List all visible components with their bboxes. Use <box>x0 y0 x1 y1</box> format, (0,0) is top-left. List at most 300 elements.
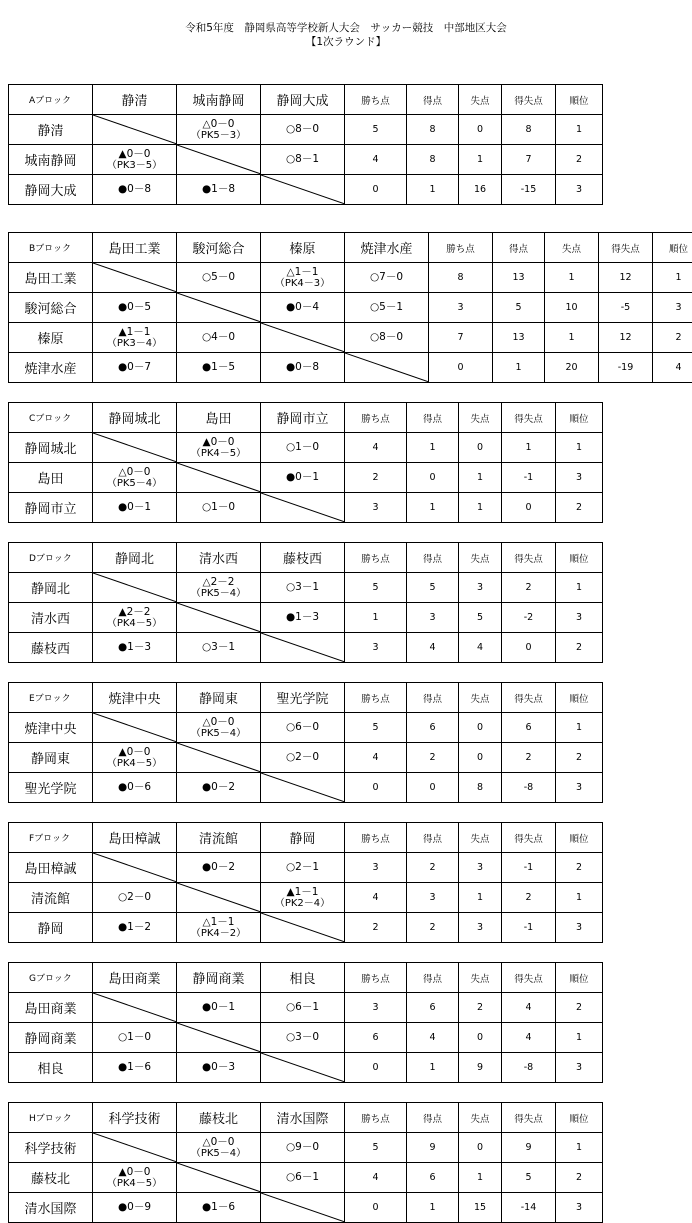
match-result-cell <box>177 1193 261 1223</box>
stat-goals-for: 6 <box>407 713 459 743</box>
stat-points: 5 <box>345 1133 407 1163</box>
match-score: ○5－1 <box>370 301 403 313</box>
row-team-name: 島田 <box>9 463 93 493</box>
match-score: ○6－1 <box>286 1001 319 1013</box>
diagonal-line-icon <box>177 1163 261 1192</box>
match-result-cell <box>93 1163 177 1193</box>
match-score: ●0－5 <box>118 301 151 313</box>
diagonal-cell <box>177 463 261 493</box>
column-header-goals-for: 得点 <box>407 85 459 115</box>
match-score: ○2－0 <box>286 751 319 763</box>
match-score: ●0－1 <box>118 501 151 513</box>
match-score: ○2－1 <box>286 861 319 873</box>
table-row <box>9 115 603 145</box>
match-result-cell <box>261 1163 345 1193</box>
stat-goals-for: 5 <box>407 573 459 603</box>
stat-goal-diff: 4 <box>502 1023 556 1053</box>
stat-rank: 2 <box>556 633 603 663</box>
column-header-goal-diff: 得失点 <box>502 403 556 433</box>
block-name: Eブロック <box>9 683 93 713</box>
stat-goal-diff: 4 <box>502 993 556 1023</box>
stat-rank: 2 <box>556 493 603 523</box>
match-score: ●1－3 <box>286 611 319 623</box>
match-score: ●1－5 <box>202 361 235 373</box>
match-result-cell <box>261 433 345 463</box>
table-row <box>9 1023 603 1053</box>
stat-points: 0 <box>345 773 407 803</box>
stat-goals-against: 1 <box>545 323 599 353</box>
stat-goal-diff: -15 <box>502 175 556 205</box>
stat-goals-against: 0 <box>459 713 502 743</box>
match-result-cell <box>177 573 261 603</box>
stat-rank: 2 <box>556 743 603 773</box>
match-result-cell <box>177 853 261 883</box>
match-result-cell <box>177 713 261 743</box>
match-score: △0－0 <box>119 466 151 478</box>
stat-points: 3 <box>429 293 493 323</box>
match-score: ○8－0 <box>370 331 403 343</box>
column-team-name: 焼津中央 <box>93 683 177 713</box>
column-header-points: 勝ち点 <box>345 85 407 115</box>
match-score: ●0－3 <box>202 1061 235 1073</box>
stat-goals-for: 1 <box>407 1053 459 1083</box>
row-team-name: 島田樟誠 <box>9 853 93 883</box>
column-team-name: 島田樟誠 <box>93 823 177 853</box>
match-score: ●0－1 <box>286 471 319 483</box>
diagonal-cell <box>93 853 177 883</box>
stat-rank: 1 <box>556 1133 603 1163</box>
stat-rank: 3 <box>556 1193 603 1223</box>
diagonal-cell <box>177 293 261 323</box>
match-result-cell <box>177 115 261 145</box>
diagonal-line-icon <box>261 175 345 204</box>
stat-points: 0 <box>345 1053 407 1083</box>
stat-goals-for: 2 <box>407 913 459 943</box>
stat-points: 4 <box>345 433 407 463</box>
match-score: ●0－4 <box>286 301 319 313</box>
diagonal-cell <box>177 145 261 175</box>
stat-goals-against: 1 <box>459 883 502 913</box>
match-result-cell <box>345 263 429 293</box>
block-header-row <box>9 403 603 433</box>
stat-goal-diff: 1 <box>502 433 556 463</box>
stat-rank: 2 <box>556 1163 603 1193</box>
stat-goals-against: 0 <box>459 115 502 145</box>
diagonal-line-icon <box>93 713 177 742</box>
table-row <box>9 1053 603 1083</box>
stat-goals-against: 1 <box>459 145 502 175</box>
match-result-cell <box>261 115 345 145</box>
column-header-goals-against: 失点 <box>459 823 502 853</box>
row-team-name: 清水西 <box>9 603 93 633</box>
stat-points: 0 <box>429 353 493 383</box>
row-team-name: 静岡東 <box>9 743 93 773</box>
column-header-goals-for: 得点 <box>407 543 459 573</box>
match-result-cell <box>177 633 261 663</box>
match-score: ○7－0 <box>370 271 403 283</box>
match-result-cell <box>93 293 177 323</box>
column-header-points: 勝ち点 <box>345 683 407 713</box>
match-result-cell <box>93 773 177 803</box>
block-table <box>8 84 603 205</box>
diagonal-line-icon <box>93 263 177 292</box>
match-score: ○1－0 <box>118 1031 151 1043</box>
diagonal-cell <box>93 115 177 145</box>
stat-rank: 4 <box>653 353 692 383</box>
table-row <box>9 323 692 353</box>
table-row <box>9 993 603 1023</box>
stat-rank: 2 <box>556 145 603 175</box>
diagonal-cell <box>177 883 261 913</box>
table-row <box>9 743 603 773</box>
diagonal-line-icon <box>93 573 177 602</box>
column-header-points: 勝ち点 <box>345 963 407 993</box>
match-score: ○6－0 <box>286 721 319 733</box>
table-row <box>9 603 603 633</box>
stat-rank: 1 <box>556 573 603 603</box>
match-score: △2－2 <box>203 576 235 588</box>
stat-rank: 3 <box>556 463 603 493</box>
match-result-cell <box>261 293 345 323</box>
column-team-name: 静岡商業 <box>177 963 261 993</box>
diagonal-cell <box>93 993 177 1023</box>
stat-goals-against: 3 <box>459 853 502 883</box>
match-score: ▲0－0 <box>119 1166 151 1178</box>
match-result-cell <box>261 603 345 633</box>
row-team-name: 城南静岡 <box>9 145 93 175</box>
column-team-name: 静清 <box>93 85 177 115</box>
diagonal-line-icon <box>177 1023 261 1052</box>
stat-goals-for: 1 <box>407 493 459 523</box>
penalty-score: （PK4－5） <box>93 1178 176 1189</box>
table-row <box>9 463 603 493</box>
match-result-cell <box>261 353 345 383</box>
stat-goals-for: 13 <box>493 263 545 293</box>
column-header-points: 勝ち点 <box>345 1103 407 1133</box>
match-result-cell <box>177 773 261 803</box>
match-result-cell <box>261 263 345 293</box>
column-team-name: 城南静岡 <box>177 85 261 115</box>
stat-goals-for: 8 <box>407 115 459 145</box>
penalty-score: （PK5－4） <box>177 1148 260 1159</box>
diagonal-line-icon <box>261 323 345 352</box>
stat-goal-diff: 12 <box>599 323 653 353</box>
diagonal-line-icon <box>261 633 345 662</box>
diagonal-cell <box>261 493 345 523</box>
stat-goals-against: 1 <box>459 1163 502 1193</box>
column-header-rank: 順位 <box>556 403 603 433</box>
column-team-name: 相良 <box>261 963 345 993</box>
block-table <box>8 402 603 523</box>
row-team-name: 清流館 <box>9 883 93 913</box>
stat-goals-against: 0 <box>459 1023 502 1053</box>
match-score: ○5－0 <box>202 271 235 283</box>
match-result-cell <box>93 353 177 383</box>
block-header-row <box>9 683 603 713</box>
match-result-cell <box>177 433 261 463</box>
table-row <box>9 573 603 603</box>
column-header-goals-against: 失点 <box>545 233 599 263</box>
penalty-score: （PK2－4） <box>261 898 344 909</box>
penalty-score: （PK3－5） <box>93 160 176 171</box>
stat-points: 0 <box>345 175 407 205</box>
diagonal-line-icon <box>261 913 345 942</box>
row-team-name: 静岡城北 <box>9 433 93 463</box>
match-score: ○3－1 <box>286 581 319 593</box>
row-team-name: 科学技術 <box>9 1133 93 1163</box>
table-row <box>9 293 692 323</box>
column-header-points: 勝ち点 <box>345 823 407 853</box>
column-team-name: 藤枝西 <box>261 543 345 573</box>
column-team-name: 静岡城北 <box>93 403 177 433</box>
stat-rank: 2 <box>556 993 603 1023</box>
diagonal-line-icon <box>261 773 345 802</box>
page-title: 令和5年度 静岡県高等学校新人大会 サッカー競技 中部地区大会 <box>0 20 692 35</box>
match-score: ○3－1 <box>202 641 235 653</box>
column-header-goals-for: 得点 <box>407 683 459 713</box>
match-result-cell <box>261 853 345 883</box>
row-team-name: 島田商業 <box>9 993 93 1023</box>
block-name: Aブロック <box>9 85 93 115</box>
diagonal-cell <box>345 353 429 383</box>
stat-goals-for: 9 <box>407 1133 459 1163</box>
column-header-rank: 順位 <box>556 543 603 573</box>
row-team-name: 静岡市立 <box>9 493 93 523</box>
diagonal-line-icon <box>177 145 261 174</box>
match-result-cell <box>177 323 261 353</box>
match-result-cell <box>93 743 177 773</box>
diagonal-cell <box>177 1163 261 1193</box>
stat-goal-diff: 2 <box>502 743 556 773</box>
diagonal-cell <box>93 713 177 743</box>
match-score: ▲0－0 <box>119 746 151 758</box>
stat-goals-for: 6 <box>407 1163 459 1193</box>
stat-goals-against: 3 <box>459 573 502 603</box>
column-team-name: 榛原 <box>261 233 345 263</box>
match-score: ○8－1 <box>286 153 319 165</box>
match-result-cell <box>177 993 261 1023</box>
stat-goal-diff: -8 <box>502 1053 556 1083</box>
block-table <box>8 962 603 1083</box>
stat-goals-for: 2 <box>407 743 459 773</box>
column-team-name: 駿河総合 <box>177 233 261 263</box>
stat-goals-for: 3 <box>407 883 459 913</box>
row-team-name: 静清 <box>9 115 93 145</box>
column-header-goals-for: 得点 <box>407 403 459 433</box>
page-subtitle: 【1次ラウンド】 <box>0 34 692 49</box>
block-header-row <box>9 543 603 573</box>
match-score: ▲0－0 <box>203 436 235 448</box>
stat-goals-for: 1 <box>493 353 545 383</box>
column-header-rank: 順位 <box>556 85 603 115</box>
table-row <box>9 1133 603 1163</box>
diagonal-line-icon <box>93 115 177 144</box>
column-team-name: 島田商業 <box>93 963 177 993</box>
diagonal-cell <box>177 743 261 773</box>
penalty-score: （PK4－3） <box>261 278 344 289</box>
block-table <box>8 1102 603 1223</box>
match-score: ●1－6 <box>118 1061 151 1073</box>
row-team-name: 聖光学院 <box>9 773 93 803</box>
stat-points: 5 <box>345 713 407 743</box>
stat-goal-diff: -2 <box>502 603 556 633</box>
stat-points: 7 <box>429 323 493 353</box>
table-row <box>9 175 603 205</box>
column-team-name: 静岡東 <box>177 683 261 713</box>
column-header-goal-diff: 得失点 <box>502 963 556 993</box>
match-score: ▲1－1 <box>287 886 319 898</box>
match-score: ●0－1 <box>202 1001 235 1013</box>
column-team-name: 静岡市立 <box>261 403 345 433</box>
column-header-goals-for: 得点 <box>407 823 459 853</box>
diagonal-cell <box>261 913 345 943</box>
diagonal-cell <box>261 773 345 803</box>
row-team-name: 相良 <box>9 1053 93 1083</box>
match-score: ○4－0 <box>202 331 235 343</box>
diagonal-line-icon <box>345 353 429 382</box>
stat-goals-against: 9 <box>459 1053 502 1083</box>
match-score: ○1－0 <box>286 441 319 453</box>
penalty-score: （PK5－4） <box>177 728 260 739</box>
column-header-goal-diff: 得失点 <box>502 543 556 573</box>
match-score: ●0－8 <box>118 183 151 195</box>
block-name: Hブロック <box>9 1103 93 1133</box>
block-name: Bブロック <box>9 233 93 263</box>
column-header-rank: 順位 <box>653 233 692 263</box>
stat-goals-for: 2 <box>407 853 459 883</box>
column-header-rank: 順位 <box>556 963 603 993</box>
stat-goal-diff: 7 <box>502 145 556 175</box>
match-result-cell <box>93 493 177 523</box>
stat-rank: 1 <box>556 1023 603 1053</box>
column-header-goals-for: 得点 <box>493 233 545 263</box>
row-team-name: 焼津水産 <box>9 353 93 383</box>
column-team-name: 島田工業 <box>93 233 177 263</box>
stat-points: 4 <box>345 743 407 773</box>
match-result-cell <box>261 883 345 913</box>
diagonal-cell <box>93 573 177 603</box>
stat-goal-diff: -5 <box>599 293 653 323</box>
column-header-rank: 順位 <box>556 823 603 853</box>
stat-rank: 1 <box>556 713 603 743</box>
stat-points: 0 <box>345 1193 407 1223</box>
column-header-goal-diff: 得失点 <box>502 823 556 853</box>
diagonal-line-icon <box>93 433 177 462</box>
diagonal-line-icon <box>177 603 261 632</box>
stat-rank: 1 <box>653 263 692 293</box>
match-score: ●0－9 <box>118 1201 151 1213</box>
table-row <box>9 263 692 293</box>
stat-goal-diff: 0 <box>502 633 556 663</box>
diagonal-line-icon <box>93 853 177 882</box>
penalty-score: （PK4－5） <box>93 758 176 769</box>
column-header-points: 勝ち点 <box>345 403 407 433</box>
column-header-goal-diff: 得失点 <box>502 85 556 115</box>
stat-goals-against: 5 <box>459 603 502 633</box>
stat-points: 5 <box>345 573 407 603</box>
block-name: Gブロック <box>9 963 93 993</box>
column-header-rank: 順位 <box>556 683 603 713</box>
stat-points: 3 <box>345 493 407 523</box>
match-score: ●0－2 <box>202 861 235 873</box>
match-result-cell <box>261 743 345 773</box>
column-team-name: 科学技術 <box>93 1103 177 1133</box>
column-header-goals-for: 得点 <box>407 963 459 993</box>
row-team-name: 榛原 <box>9 323 93 353</box>
penalty-score: （PK4－5） <box>177 448 260 459</box>
match-result-cell <box>261 573 345 603</box>
match-score: ○6－1 <box>286 1171 319 1183</box>
diagonal-cell <box>93 433 177 463</box>
diagonal-line-icon <box>261 1193 345 1222</box>
match-result-cell <box>93 1193 177 1223</box>
diagonal-line-icon <box>93 993 177 1022</box>
stat-rank: 3 <box>556 773 603 803</box>
block-name: Fブロック <box>9 823 93 853</box>
diagonal-line-icon <box>177 293 261 322</box>
stat-goals-against: 3 <box>459 913 502 943</box>
column-header-rank: 順位 <box>556 1103 603 1133</box>
row-team-name: 静岡商業 <box>9 1023 93 1053</box>
diagonal-cell <box>177 1023 261 1053</box>
stat-goals-for: 0 <box>407 773 459 803</box>
column-team-name: 静岡大成 <box>261 85 345 115</box>
table-row <box>9 353 692 383</box>
stat-goals-for: 4 <box>407 633 459 663</box>
table-row <box>9 633 603 663</box>
match-result-cell <box>177 175 261 205</box>
column-header-points: 勝ち点 <box>345 543 407 573</box>
match-score: ●1－8 <box>202 183 235 195</box>
match-score: △0－0 <box>203 716 235 728</box>
stat-goals-against: 1 <box>459 463 502 493</box>
stat-rank: 3 <box>556 603 603 633</box>
table-row <box>9 1163 603 1193</box>
match-result-cell <box>93 603 177 633</box>
stat-goals-for: 0 <box>407 463 459 493</box>
block-header-row <box>9 233 692 263</box>
diagonal-cell <box>261 1193 345 1223</box>
match-score: ○3－0 <box>286 1031 319 1043</box>
block-header-row <box>9 823 603 853</box>
stat-points: 5 <box>345 115 407 145</box>
diagonal-cell <box>261 323 345 353</box>
match-score: △0－0 <box>203 1136 235 1148</box>
block-table <box>8 682 603 803</box>
block-header-row <box>9 1103 603 1133</box>
stat-goal-diff: 2 <box>502 883 556 913</box>
stat-goals-against: 0 <box>459 433 502 463</box>
stat-goal-diff: 9 <box>502 1133 556 1163</box>
match-result-cell <box>177 1133 261 1163</box>
table-row <box>9 493 603 523</box>
stat-goals-against: 2 <box>459 993 502 1023</box>
stat-goals-against: 0 <box>459 743 502 773</box>
match-score: ●0－2 <box>202 781 235 793</box>
stat-goals-against: 4 <box>459 633 502 663</box>
diagonal-line-icon <box>261 493 345 522</box>
stat-goal-diff: -1 <box>502 913 556 943</box>
diagonal-line-icon <box>177 743 261 772</box>
match-result-cell <box>345 293 429 323</box>
column-header-goals-against: 失点 <box>459 683 502 713</box>
stat-goal-diff: 8 <box>502 115 556 145</box>
match-result-cell <box>93 1023 177 1053</box>
table-row <box>9 145 603 175</box>
stat-goal-diff: -1 <box>502 853 556 883</box>
stat-points: 8 <box>429 263 493 293</box>
block-name: Cブロック <box>9 403 93 433</box>
